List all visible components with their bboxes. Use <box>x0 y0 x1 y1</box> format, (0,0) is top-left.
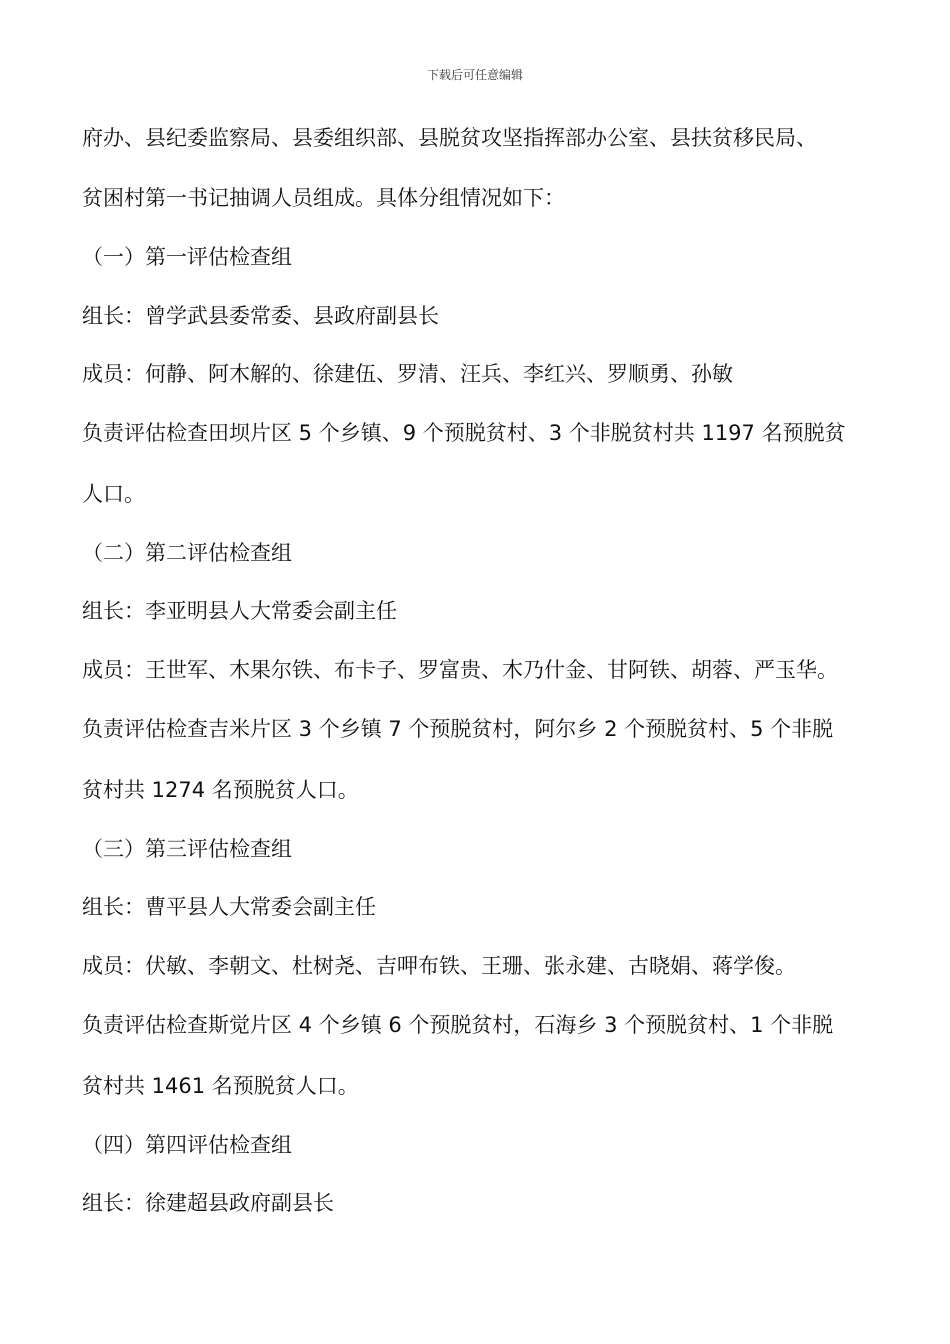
group-members-2: 成员：王世军、木果尔铁、布卡子、罗富贵、木乃什金、甘阿铁、胡蓉、严玉华。 <box>82 658 838 682</box>
group-leader-3: 组长：曹平县人大常委会副主任 <box>82 895 376 919</box>
responsibility-2-line-2: 贫村共 1274 名预脱贫人口。 <box>82 778 359 802</box>
group-members-3: 成员：伏敏、李朝文、杜树尧、吉呷布铁、王珊、张永建、古晓娟、蒋学俊。 <box>82 954 796 978</box>
section-heading-3: （三）第三评估检查组 <box>82 837 292 861</box>
page-header: 下载后可任意编辑 <box>426 68 523 82</box>
section-heading-4: （四）第四评估检查组 <box>82 1133 292 1157</box>
group-leader-1: 组长：曾学武县委常委、县政府副县长 <box>82 304 439 328</box>
group-members-1: 成员：何静、阿木解的、徐建伍、罗清、汪兵、李红兴、罗顺勇、孙敏 <box>82 362 733 386</box>
responsibility-2-line-1: 负责评估检查吉米片区 3 个乡镇 7 个预脱贫村，阿尔乡 2 个预脱贫村、5 个非脱 <box>82 717 834 741</box>
section-heading-2: （二）第二评估检查组 <box>82 541 292 565</box>
body-line-2: 贫困村第一书记抽调人员组成。具体分组情况如下： <box>82 186 565 210</box>
responsibility-1-line-1: 负责评估检查田坝片区 5 个乡镇、9 个预脱贫村、3 个非脱贫村共 1197 名预脱贫 <box>82 421 846 445</box>
section-heading-1: （一）第一评估检查组 <box>82 245 292 269</box>
responsibility-3-line-1: 负责评估检查斯觉片区 4 个乡镇 6 个预脱贫村，石海乡 3 个预脱贫村、1 个非脱 <box>82 1013 834 1037</box>
responsibility-3-line-2: 贫村共 1461 名预脱贫人口。 <box>82 1074 359 1098</box>
group-leader-4: 组长：徐建超县政府副县长 <box>82 1191 334 1215</box>
responsibility-1-line-2: 人口。 <box>82 482 145 506</box>
body-line-1: 府办、县纪委监察局、县委组织部、县脱贫攻坚指挥部办公室、县扶贫移民局、 <box>82 126 817 150</box>
group-leader-2: 组长：李亚明县人大常委会副主任 <box>82 599 397 623</box>
